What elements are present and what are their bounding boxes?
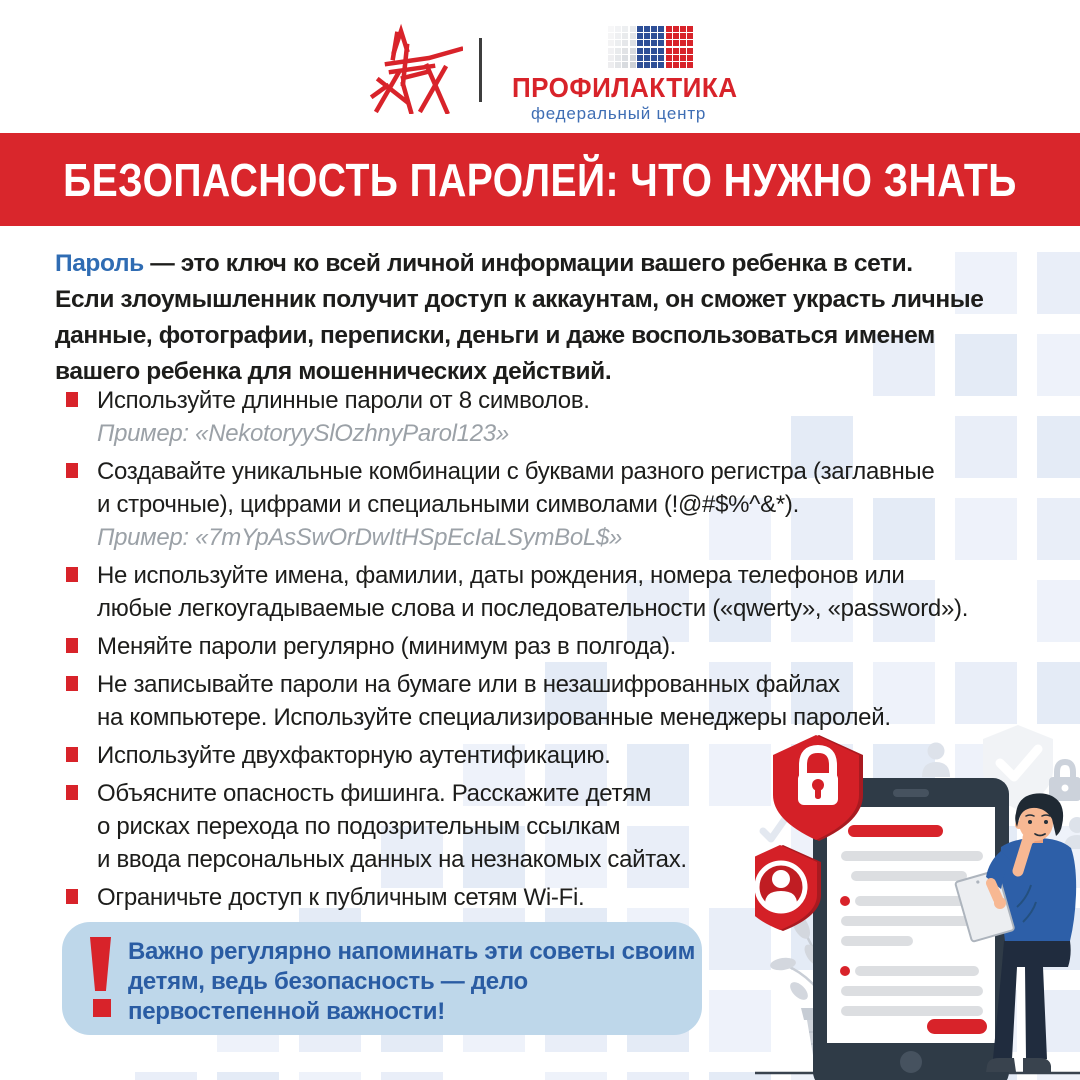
tip-example: Пример: «7mYpAsSwOrDwItHSpEcIaLSymBoL$» [97,524,623,551]
brand-flag-icon [608,26,693,68]
callout-line: детям, ведь безопасность — дело [128,968,528,995]
tips-list [66,384,968,919]
tip-line: Используйте длинные пароли от 8 символов. [97,387,590,414]
callout-line: первостепенной важности! [128,998,445,1025]
tip-item [66,559,968,625]
person-silhouette-icon [1064,817,1080,849]
page-title: БЕЗОПАСНОСТЬ ПАРОЛЕЙ: ЧТО НУЖНО ЗНАТЬ [63,153,1017,206]
bullet-marker [66,567,78,582]
title-banner [0,133,1080,226]
intro-paragraph [55,246,983,390]
tip-line: Используйте двухфакторную аутентификацию. [97,742,611,769]
intro-lead: Пароль [55,250,144,277]
brand-subtitle: федеральный центр [531,104,707,123]
callout [62,922,702,1035]
intro-line-text: — это ключ ко всей личной информации вашего ребенка в сети. [143,250,913,277]
shoes [986,1058,1051,1072]
tip-example: Пример: «NekotoryySlOzhnyParol123» [97,420,509,447]
tip-item [66,668,968,734]
tip-line: Меняйте пароли регулярно (минимум раз в полгода). [97,633,677,660]
callout-line: Важно регулярно напоминать эти советы своим [128,938,696,965]
tip-item [66,455,968,554]
tip-item [66,777,968,876]
exclamation-dot-icon [93,999,111,1017]
brand-mark-icon [363,22,463,114]
tip-item [66,630,968,663]
header [0,0,1080,133]
bullet-marker [66,392,78,407]
tip-line: Объясните опасность фишинга. Расскажите детям [97,780,652,807]
brand-divider [479,38,482,102]
tip-line: Не используйте имена, фамилии, даты рождения, номера телефонов или [97,562,905,589]
tip-line: Создавайте уникальные комбинации с буквами разного регистра (заглавные [97,458,935,485]
exclamation-icon [90,937,111,991]
tip-line: на компьютере. Используйте специализированные менеджеры паролей. [97,704,891,731]
bullet-marker [66,747,78,762]
bullet-marker [66,676,78,691]
bullet-marker [66,638,78,653]
intro-line [55,246,983,282]
lock-icon [1049,762,1080,801]
tip-item [66,384,968,450]
bullet-marker [66,889,78,904]
intro-line: вашего ребенка для мошеннических действий. [55,358,612,385]
brand-title: ПРОФИЛАКТИКА [512,72,738,103]
tip-line: Ограничьте доступ к публичным сетям Wi-Fi. [97,884,585,911]
callout-text [128,937,695,1027]
tip-line: и ввода персональных данных на незнакомых сайтах. [97,846,687,873]
intro-line: данные, фотографии, переписки, деньги и даже воспользоваться именем [55,322,935,349]
tip-line: Не записывайте пароли на бумаге или в незашифрованных файлах [97,671,840,698]
bullet-marker [66,463,78,478]
tip-line: и строчные), цифрами и специальными символами (!@#$%^&*). [97,491,799,518]
tip-item [66,881,968,914]
tip-item [66,739,968,772]
tip-line: о рисках перехода по подозрительным ссылкам [97,813,621,840]
tip-line: любые легкоугадываемые слова и последовательности («qwerty», «password»). [97,595,969,622]
bullet-marker [66,785,78,800]
intro-line: Если злоумышленник получит доступ к аккаунтам, он сможет украсть личные [55,286,984,313]
